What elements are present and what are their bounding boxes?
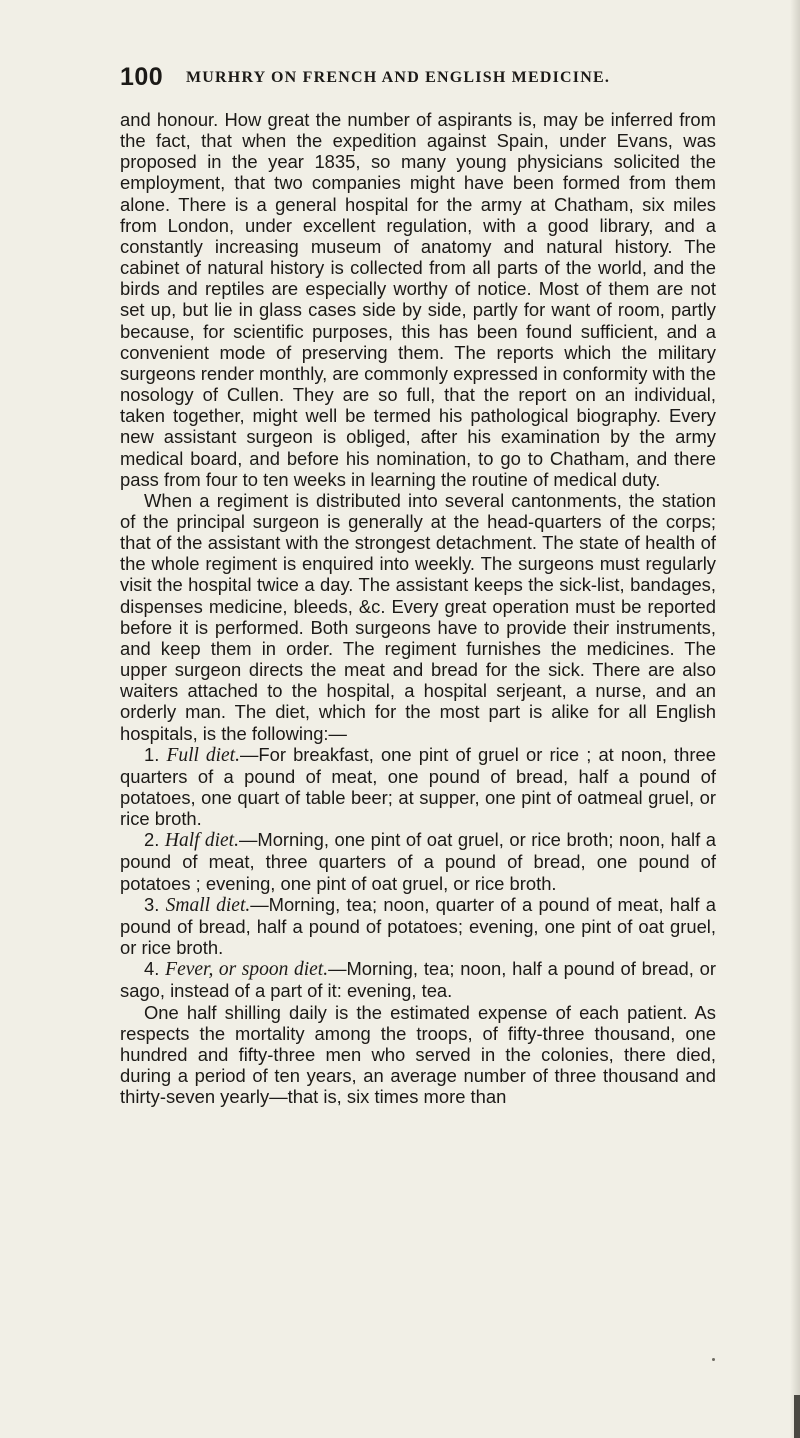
diet-text: —Morning, tea; noon, half a pound of bread, or sago, instead of a part of it: evening, tea. (120, 958, 716, 1002)
diet-number: 3. (144, 893, 160, 915)
body-text (120, 109, 716, 1107)
diet-text: —Morning, tea; noon, quarter of a pound of meat, half a pound of bread, half a pound of potatoes; evening, one pint of oat gruel, or rice broth. (120, 893, 716, 959)
diet-name: Half diet. (164, 830, 239, 852)
diet-name: Small diet. (165, 894, 251, 916)
diet-number: 1. (144, 743, 160, 765)
diet-item-full (120, 744, 716, 830)
diet-number: 2. (144, 829, 160, 851)
diet-name: Full diet. (166, 744, 240, 766)
page-edge-shadow (790, 0, 800, 1438)
diet-item-small (120, 894, 716, 958)
scan-corner-mark (794, 1395, 800, 1438)
paragraph-mortality: One half shilling daily is the estimated expense of each patient. As respects the mortality among the troops, of fifty-three thousand, one hundred and fifty-three men who served in the colonies, there died, during a period of ten years, an average number of three thousand and thirty-seven yearly—that is, six times more than (120, 1001, 716, 1108)
ink-speck (712, 1358, 715, 1361)
diet-text: —Morning, one pint of oat gruel, or rice broth; noon, half a pound of meat, three quarters of a pound of bread, one pound of potatoes ; evening, one pint of oat gruel, or rice broth. (120, 829, 716, 894)
running-head (120, 62, 720, 96)
diet-item-half (120, 829, 716, 893)
paragraph-regiment-duties: When a regiment is distributed into several cantonments, the station of the principal surgeon is generally at the head-quarters of the corps; that of the assistant with the strongest detachment. The state of health of the whole regiment is enquired into weekly. The surgeons must regularly visit the hospital twice a day. The assistant keeps the sick-list, bandages, dispenses medicine, bleeds, &c. Every great operation must be reported before it is performed. Both surgeons have to provide their instruments, and keep them in order. The regiment furnishes the medicines. The upper surgeon directs the meat and bread for the sick. There are also waiters attached to the hospital, a hospital serjeant, a nurse, and an orderly man. The diet, which for the most part is alike for all English hospitals, is the following:— (120, 489, 716, 744)
paragraph-chatham-hospital: and honour. How great the number of aspirants is, may be inferred from the fact, that when the expedition against Spain, under Evans, was proposed in the year 1835, so many young physicians solicited the employment, that two companies might have been formed from them alone. There is a general hospital for the army at Chatham, six miles from London, under excellent regulation, with a good library, and a constantly increasing museum of anatomy and natural history. The cabinet of natural history is collected from all parts of the world, and the birds and reptiles are especially worthy of notice. Most of them are not set up, but lie in glass cases side by side, partly for want of room, partly because, for scientific purposes, this has been found sufficient, and a convenient mode of preserving them. The reports which the military surgeons render monthly, are commonly expressed in conformity with the nosology of Cullen. They are so full, that the report on an individual, taken together, might well be termed his pathological biography. Every new assistant surgeon is obliged, after his examination by the army medical board, and before his nomination, to go to Chatham, and there pass from four to ten weeks in learning the routine of medical duty. (120, 109, 716, 490)
diet-item-fever (120, 958, 716, 1001)
page-number: 100 (120, 63, 164, 91)
diet-number: 4. (144, 958, 160, 980)
running-title: MURHRY ON FRENCH AND ENGLISH MEDICINE. (186, 69, 611, 86)
diet-text: —For breakfast, one pint of gruel or rice ; at noon, three quarters of a pound of meat, one pound of bread, half a pound of potatoes, one quart of table beer; at supper, one pint of oatmeal gruel, or rice broth. (120, 743, 716, 830)
diet-name: Fever, or spoon diet. (165, 959, 329, 981)
